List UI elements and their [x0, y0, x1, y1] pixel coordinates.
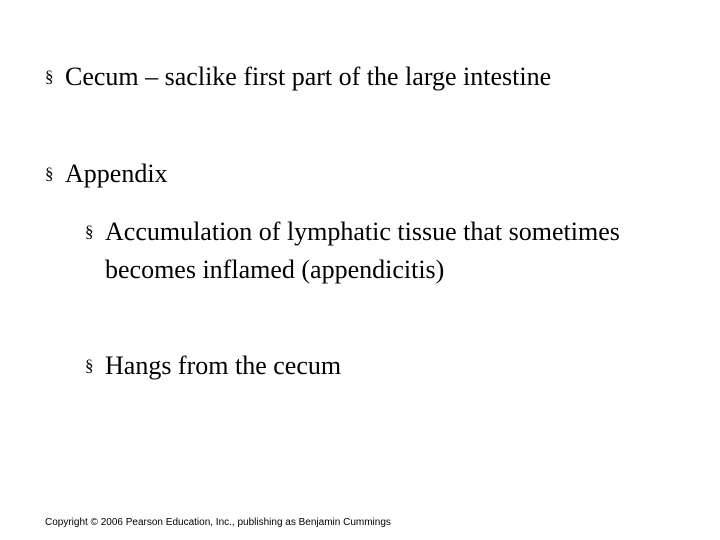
bullet-text: Cecum – saclike first part of the large intestine — [65, 62, 552, 91]
copyright-footer: Copyright © 2006 Pearson Education, Inc., publishing as Benjamin Cummings — [45, 517, 391, 528]
sub-bullet-hangs-from-cecum — [85, 347, 645, 385]
bullet-appendix — [45, 155, 605, 193]
sub-bullet-lymphatic-tissue — [85, 213, 645, 289]
bullet-marker: § — [85, 222, 94, 241]
bullet-marker: § — [85, 356, 94, 375]
bullet-marker: § — [45, 67, 54, 86]
bullet-text: Hangs from the cecum — [105, 351, 342, 380]
bullet-marker: § — [45, 164, 54, 183]
bullet-text: Accumulation of lymphatic tissue that sometimes becomes inflamed (appendicitis) — [105, 217, 620, 284]
bullet-cecum — [45, 58, 605, 96]
bullet-text: Appendix — [65, 159, 168, 188]
